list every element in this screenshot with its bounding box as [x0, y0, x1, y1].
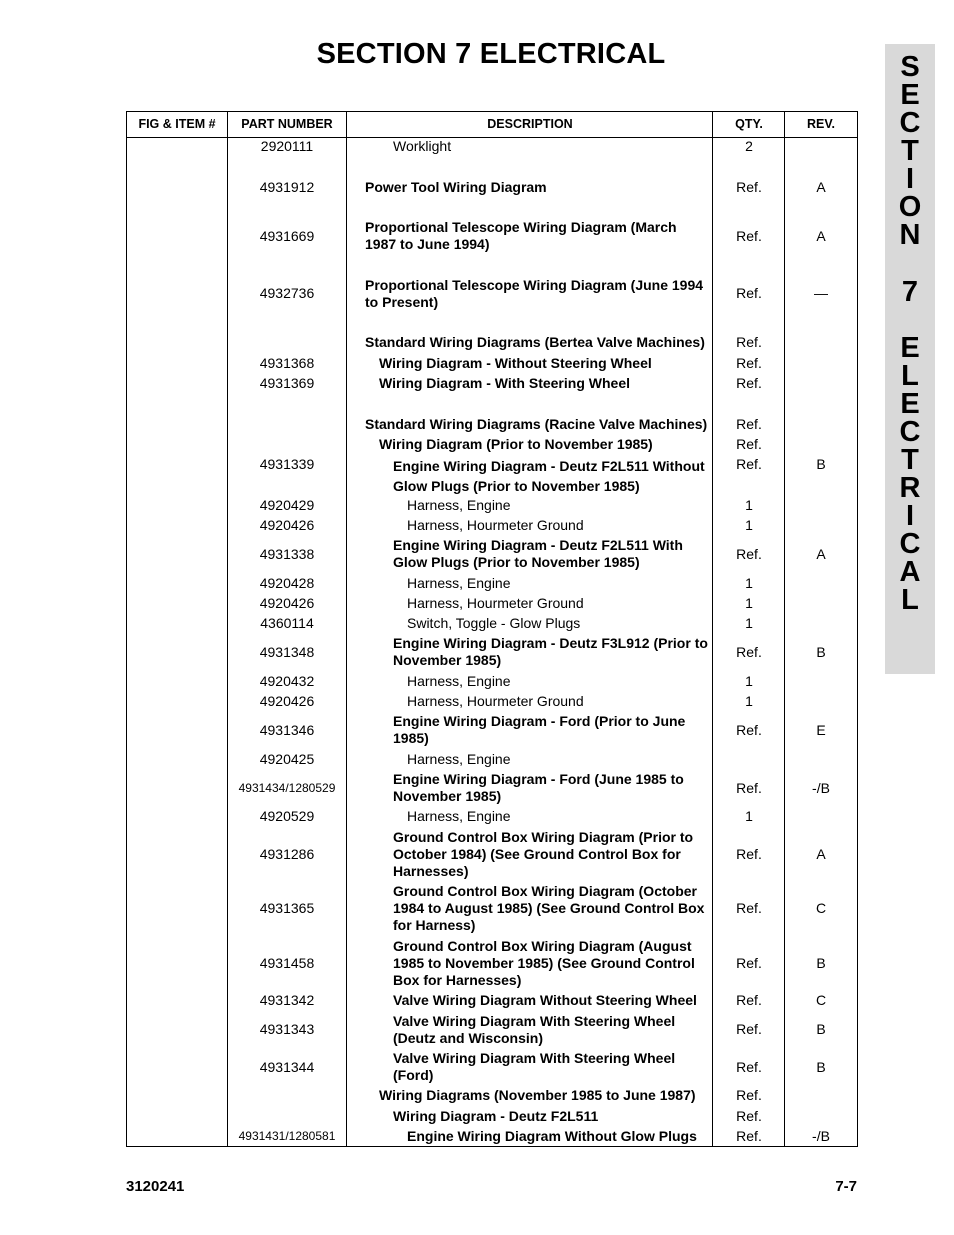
- description-cell: Standard Wiring Diagrams (Bertea Valve Machines): [365, 334, 705, 350]
- qty-cell: 1: [745, 517, 753, 533]
- qty-cell: Ref.: [736, 375, 762, 391]
- rev-cell: A: [816, 179, 826, 195]
- tab-letter: L: [901, 584, 919, 616]
- description-cell: Harness, Hourmeter Ground: [407, 693, 584, 709]
- description-cell: Harness, Hourmeter Ground: [407, 595, 584, 611]
- qty-cell: Ref.: [736, 644, 762, 660]
- rev-cell: A: [816, 546, 826, 562]
- tab-letter: C: [899, 416, 921, 448]
- part-number-cell: 4931431/1280581: [238, 1129, 336, 1143]
- tab-letter: E: [900, 388, 920, 420]
- qty-cell: Ref.: [736, 722, 762, 738]
- qty-cell: Ref.: [736, 285, 762, 301]
- description-cell: Engine Wiring Diagram - Deutz F3L912 (Prior to November 1985): [393, 635, 708, 668]
- part-number-cell: 4931346: [259, 722, 315, 738]
- qty-cell: Ref.: [736, 992, 762, 1008]
- part-number-cell: 4920529: [259, 808, 315, 824]
- qty-cell: 1: [745, 673, 753, 689]
- tab-letter: R: [899, 472, 921, 504]
- description-cell: Ground Control Box Wiring Diagram (October 1984 to August 1985) (See Ground Control Box for Harness): [393, 883, 705, 933]
- part-number-cell: 4931669: [259, 228, 315, 244]
- description-cell: Engine Wiring Diagram - Deutz F2L511 With Glow Plugs (Prior to November 1985): [393, 537, 683, 570]
- tab-letter: N: [899, 219, 921, 251]
- tab-letter: O: [898, 191, 922, 223]
- description-cell: Wiring Diagram - With Steering Wheel: [379, 375, 630, 391]
- part-number-cell: 4932736: [259, 285, 315, 301]
- qty-cell: Ref.: [736, 1021, 762, 1037]
- description-cell: Ground Control Box Wiring Diagram (August 1985 to November 1985) (See Ground Control Box for Harnesses): [393, 938, 695, 988]
- rev-cell: B: [816, 1059, 826, 1075]
- rev-cell: C: [815, 992, 827, 1008]
- description-cell: Harness, Hourmeter Ground: [407, 517, 584, 533]
- tab-letter: I: [905, 500, 915, 532]
- tab-letter: S: [900, 51, 920, 83]
- part-number-cell: 4920426: [259, 517, 315, 533]
- description-cell: Engine Wiring Diagram - Ford (Prior to June 1985): [393, 713, 686, 746]
- part-number-cell: 4931344: [259, 1059, 315, 1075]
- description-cell: Valve Wiring Diagram Without Steering Wheel: [393, 992, 697, 1008]
- description-cell: Proportional Telescope Wiring Diagram (June 1994 to Present): [365, 277, 704, 310]
- rev-cell: E: [816, 722, 826, 738]
- rev-cell: -/B: [812, 1128, 830, 1144]
- part-number-cell: 4360114: [260, 615, 314, 631]
- description-cell: Valve Wiring Diagram With Steering Wheel (Ford): [393, 1050, 676, 1083]
- rev-cell: B: [816, 955, 826, 971]
- part-number-cell: 4920432: [259, 673, 315, 689]
- footer-doc-number: 3120241: [126, 1178, 185, 1195]
- rev-cell: B: [816, 456, 826, 472]
- part-number-cell: 4920425: [259, 751, 315, 767]
- page-title: SECTION 7 ELECTRICAL: [316, 38, 666, 70]
- parts-table: [126, 111, 858, 1147]
- rev-cell: B: [816, 1021, 826, 1037]
- description-cell: Harness, Engine: [407, 751, 511, 767]
- qty-cell: 1: [745, 497, 753, 513]
- part-number-cell: 4931286: [259, 846, 315, 862]
- description-cell: Wiring Diagram (Prior to November 1985): [379, 436, 653, 452]
- description-cell: Harness, Engine: [407, 575, 511, 591]
- header-fig-item: FIG & ITEM #: [138, 117, 216, 131]
- part-number-cell: 4920426: [259, 595, 315, 611]
- tab-letter: I: [905, 163, 915, 195]
- description-cell: Switch, Toggle - Glow Plugs: [407, 615, 581, 631]
- section-side-tab: [885, 44, 935, 674]
- qty-cell: Ref.: [736, 900, 762, 916]
- rev-cell: B: [816, 644, 826, 660]
- part-number-cell: 4931365: [259, 900, 315, 916]
- qty-cell: Ref.: [736, 955, 762, 971]
- rev-cell: A: [816, 846, 826, 862]
- part-number-cell: 4931338: [259, 546, 315, 562]
- qty-cell: Ref.: [736, 416, 762, 432]
- rev-cell: —: [814, 285, 828, 301]
- part-number-cell: 4931368: [259, 355, 315, 371]
- part-number-cell: 4920426: [259, 693, 315, 709]
- description-cell: Proportional Telescope Wiring Diagram (March 1987 to June 1994): [365, 219, 677, 252]
- footer-page-number: 7-7: [835, 1178, 857, 1195]
- description-cell: Engine Wiring Diagram - Deutz F2L511 Without Glow Plugs (Prior to November 1985): [393, 458, 705, 494]
- qty-cell: Ref.: [736, 179, 762, 195]
- qty-cell: 1: [745, 595, 753, 611]
- description-cell: Valve Wiring Diagram With Steering Wheel (Deutz and Wisconsin): [393, 1013, 676, 1046]
- description-cell: Harness, Engine: [407, 808, 511, 824]
- tab-letter: L: [901, 360, 919, 392]
- part-number-cell: 4920428: [259, 575, 315, 591]
- description-cell: Engine Wiring Diagram Without Glow Plugs: [407, 1128, 697, 1144]
- part-number-cell: 4931348: [259, 644, 315, 660]
- tab-letter: E: [900, 332, 920, 364]
- qty-cell: 1: [745, 615, 753, 631]
- tab-letter: T: [901, 135, 919, 167]
- header-description: DESCRIPTION: [487, 117, 573, 131]
- qty-cell: Ref.: [736, 1108, 762, 1124]
- description-cell: Standard Wiring Diagrams (Racine Valve Machines): [365, 416, 708, 432]
- header-qty: QTY.: [735, 117, 763, 131]
- tab-letter: C: [899, 107, 921, 139]
- qty-cell: 1: [745, 693, 753, 709]
- qty-cell: 1: [745, 575, 753, 591]
- description-cell: Power Tool Wiring Diagram: [365, 179, 547, 195]
- qty-cell: 1: [745, 808, 753, 824]
- qty-cell: Ref.: [736, 334, 762, 350]
- rev-cell: C: [815, 900, 827, 916]
- part-number-cell: 4931343: [259, 1021, 315, 1037]
- qty-cell: Ref.: [736, 1087, 762, 1103]
- qty-cell: Ref.: [736, 436, 762, 452]
- qty-cell: Ref.: [736, 355, 762, 371]
- description-cell: Engine Wiring Diagram - Ford (June 1985 to November 1985): [393, 771, 684, 804]
- part-number-cell: 2920111: [260, 138, 314, 154]
- qty-cell: Ref.: [736, 456, 762, 472]
- part-number-cell: 4931458: [259, 955, 315, 971]
- description-cell: Ground Control Box Wiring Diagram (Prior to October 1984) (See Ground Control Box for Harnesses): [393, 829, 694, 879]
- description-cell: Harness, Engine: [407, 673, 511, 689]
- qty-cell: Ref.: [736, 546, 762, 562]
- part-number-cell: 4920429: [259, 497, 315, 513]
- description-cell: Wiring Diagram - Without Steering Wheel: [379, 355, 652, 371]
- qty-cell: Ref.: [736, 846, 762, 862]
- qty-cell: Ref.: [736, 1128, 762, 1144]
- part-number-cell: 4931342: [259, 992, 315, 1008]
- part-number-cell: 4931339: [259, 456, 315, 472]
- qty-cell: Ref.: [736, 1059, 762, 1075]
- header-rev: REV.: [806, 117, 836, 131]
- description-cell: Wiring Diagram - Deutz F2L511: [393, 1108, 599, 1124]
- rev-cell: -/B: [812, 780, 830, 796]
- qty-cell: 2: [745, 138, 753, 154]
- tab-letter: T: [901, 444, 919, 476]
- rev-cell: A: [816, 228, 826, 244]
- part-number-cell: 4931434/1280529: [238, 781, 336, 795]
- description-cell: Worklight: [393, 138, 452, 154]
- qty-cell: Ref.: [736, 780, 762, 796]
- tab-letter: 7: [901, 276, 919, 308]
- qty-cell: Ref.: [736, 228, 762, 244]
- description-cell: Harness, Engine: [407, 497, 511, 513]
- description-cell: Wiring Diagrams (November 1985 to June 1987): [379, 1087, 696, 1103]
- tab-letter: C: [899, 528, 921, 560]
- tab-letter: A: [899, 556, 921, 588]
- part-number-cell: 4931912: [259, 179, 315, 195]
- tab-letter: E: [900, 79, 920, 111]
- header-part-number: PART NUMBER: [241, 117, 333, 131]
- part-number-cell: 4931369: [259, 375, 315, 391]
